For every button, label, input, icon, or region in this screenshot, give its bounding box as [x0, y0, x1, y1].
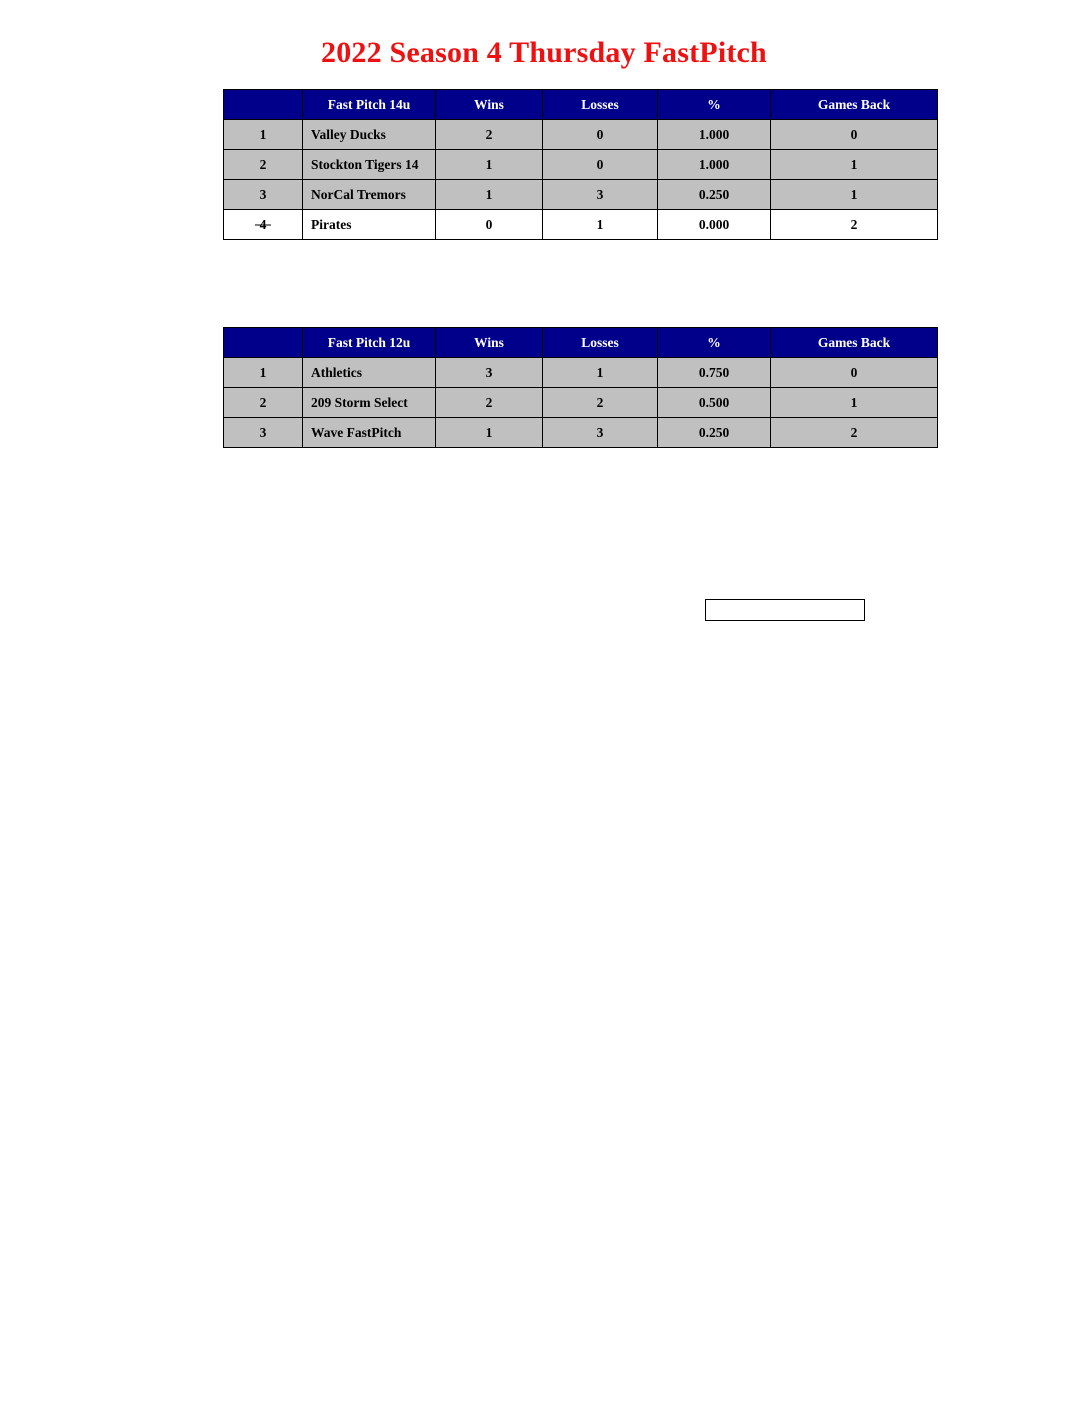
cell-team: 209 Storm Select [303, 388, 436, 418]
table-header-12u [224, 328, 938, 358]
cell-losses: 3 [543, 180, 658, 210]
cell-team: Athletics [303, 358, 436, 388]
cell-losses: 1 [543, 358, 658, 388]
cell-rank: 3 [224, 180, 303, 210]
standings-table-12u [223, 327, 938, 448]
column-header-rank [224, 328, 303, 358]
cell-games-back: 2 [771, 210, 938, 240]
cell-games-back: 1 [771, 180, 938, 210]
cell-team: Wave FastPitch [303, 418, 436, 448]
cell-losses: 3 [543, 418, 658, 448]
cell-percentage: 0.000 [658, 210, 771, 240]
column-header-percentage: % [658, 328, 771, 358]
cell-losses: 1 [543, 210, 658, 240]
cell-losses: 0 [543, 150, 658, 180]
column-header-wins: Wins [436, 90, 543, 120]
standings-table-14u [223, 89, 938, 240]
cell-games-back: 0 [771, 358, 938, 388]
cell-rank [224, 210, 303, 240]
cell-rank: 2 [224, 150, 303, 180]
cell-losses: 2 [543, 388, 658, 418]
empty-bordered-box [705, 599, 865, 621]
table-header-14u [224, 90, 938, 120]
cell-percentage: 0.750 [658, 358, 771, 388]
table-row [224, 210, 938, 240]
column-header-games-back: Games Back [771, 328, 938, 358]
cell-games-back: 1 [771, 150, 938, 180]
column-header-games-back: Games Back [771, 90, 938, 120]
table-body-14u [224, 120, 938, 240]
cell-team: Pirates [303, 210, 436, 240]
cell-percentage: 0.250 [658, 180, 771, 210]
column-header-division: Fast Pitch 14u [303, 90, 436, 120]
cell-wins: 3 [436, 358, 543, 388]
cell-wins: 1 [436, 180, 543, 210]
cell-percentage: 0.500 [658, 388, 771, 418]
cell-team: NorCal Tremors [303, 180, 436, 210]
cell-rank: 1 [224, 358, 303, 388]
cell-rank: 3 [224, 418, 303, 448]
cell-team: Valley Ducks [303, 120, 436, 150]
column-header-losses: Losses [543, 328, 658, 358]
cell-percentage: 0.250 [658, 418, 771, 448]
cell-games-back: 2 [771, 418, 938, 448]
cell-wins: 0 [436, 210, 543, 240]
cell-percentage: 1.000 [658, 150, 771, 180]
table-row [224, 120, 938, 150]
table-row [224, 150, 938, 180]
column-header-wins: Wins [436, 328, 543, 358]
column-header-losses: Losses [543, 90, 658, 120]
header-row [224, 90, 938, 120]
column-header-division: Fast Pitch 12u [303, 328, 436, 358]
table-row [224, 418, 938, 448]
cell-losses: 0 [543, 120, 658, 150]
header-row [224, 328, 938, 358]
cell-percentage: 1.000 [658, 120, 771, 150]
table-body-12u [224, 358, 938, 448]
strikethrough-mark [255, 224, 271, 225]
cell-rank: 2 [224, 388, 303, 418]
column-header-percentage: % [658, 90, 771, 120]
table-row [224, 180, 938, 210]
table-row [224, 358, 938, 388]
cell-wins: 2 [436, 120, 543, 150]
table-row [224, 388, 938, 418]
cell-wins: 1 [436, 150, 543, 180]
cell-games-back: 1 [771, 388, 938, 418]
cell-wins: 1 [436, 418, 543, 448]
cell-wins: 2 [436, 388, 543, 418]
column-header-rank [224, 90, 303, 120]
cell-rank: 1 [224, 120, 303, 150]
cell-games-back: 0 [771, 120, 938, 150]
cell-team: Stockton Tigers 14 [303, 150, 436, 180]
page-title: 2022 Season 4 Thursday FastPitch [321, 36, 767, 69]
